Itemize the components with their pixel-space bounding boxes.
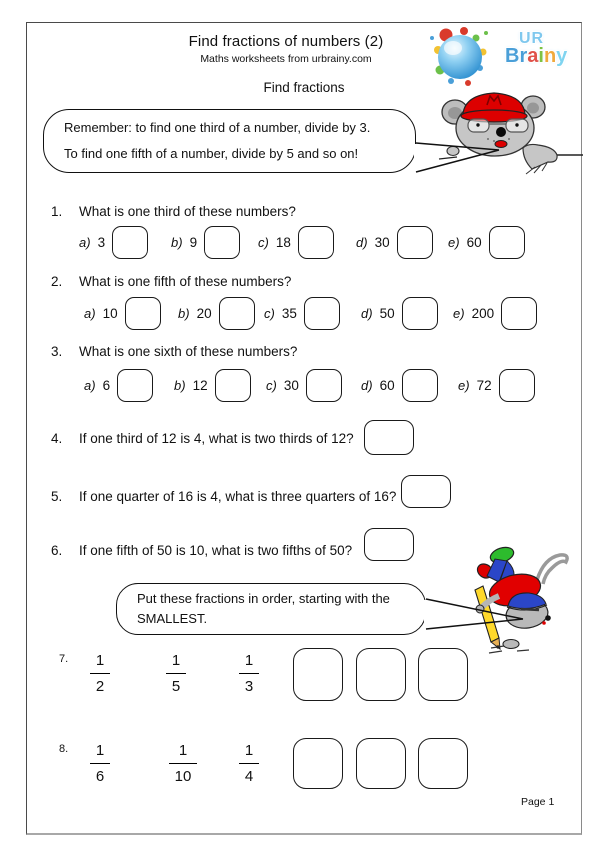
answer-box[interactable] bbox=[364, 420, 414, 455]
question-8-number: 8. bbox=[59, 743, 69, 755]
fraction bbox=[161, 743, 205, 784]
fraction-denominator: 6 bbox=[90, 763, 110, 784]
item-value: 3 bbox=[97, 234, 106, 250]
question-1-item-c bbox=[258, 225, 334, 259]
item-label: c) bbox=[266, 377, 277, 393]
fraction-denominator: 10 bbox=[169, 763, 198, 784]
item-label: b) bbox=[174, 377, 186, 393]
question-3-item-c bbox=[266, 368, 342, 402]
answer-box[interactable] bbox=[117, 369, 153, 402]
answer-box[interactable] bbox=[356, 648, 406, 701]
item-label: c) bbox=[258, 234, 269, 250]
answer-box[interactable] bbox=[293, 648, 343, 701]
fraction-numerator: 1 bbox=[95, 742, 105, 759]
item-value: 72 bbox=[476, 377, 492, 393]
item-value: 10 bbox=[102, 305, 118, 321]
question-text: What is one fifth of these numbers? bbox=[79, 274, 292, 289]
fraction-numerator: 1 bbox=[244, 652, 254, 669]
item-label: b) bbox=[178, 305, 190, 321]
question-text: If one third of 12 is 4, what is two thirds of 12? bbox=[79, 431, 354, 446]
question-2-item-c bbox=[264, 296, 340, 330]
question-number: 4. bbox=[51, 431, 63, 446]
logo-brainy-text: Brainy bbox=[505, 45, 568, 67]
page-number: Page 1 bbox=[521, 796, 555, 808]
item-value: 30 bbox=[374, 234, 390, 250]
question-4 bbox=[51, 431, 354, 446]
speech-bubble-line: SMALLEST. bbox=[137, 611, 208, 626]
item-label: e) bbox=[453, 305, 465, 321]
answer-box[interactable] bbox=[306, 369, 342, 402]
answer-box[interactable] bbox=[397, 226, 433, 259]
question-6 bbox=[51, 543, 352, 558]
question-2 bbox=[51, 274, 291, 289]
item-value: 18 bbox=[275, 234, 291, 250]
answer-box[interactable] bbox=[356, 738, 406, 789]
page-title: Find fractions of numbers (2) bbox=[188, 33, 384, 50]
question-1-item-d bbox=[356, 225, 433, 259]
fraction-denominator: 4 bbox=[239, 763, 259, 784]
peeking-mouse-illustration bbox=[411, 88, 583, 184]
question-5 bbox=[51, 489, 396, 504]
question-text: If one quarter of 16 is 4, what is three quarters of 16? bbox=[79, 489, 397, 504]
item-value: 6 bbox=[102, 377, 111, 393]
header-subtitle: Maths worksheets from urbrainy.com bbox=[200, 53, 372, 65]
question-2-item-d bbox=[361, 296, 438, 330]
question-1-item-b bbox=[171, 225, 240, 259]
answer-box[interactable] bbox=[402, 297, 438, 330]
question-number: 2. bbox=[51, 274, 63, 289]
fraction bbox=[78, 743, 122, 784]
fraction bbox=[227, 743, 271, 784]
worksheet-page bbox=[26, 22, 582, 835]
logo-ur-text: UR bbox=[519, 30, 545, 47]
fraction-numerator: 1 bbox=[178, 742, 188, 759]
question-2-item-a bbox=[84, 296, 161, 330]
question-1-item-e bbox=[448, 225, 525, 259]
speech-bubble-bottom bbox=[116, 583, 426, 635]
question-number: 6. bbox=[51, 543, 63, 558]
answer-box[interactable] bbox=[304, 297, 340, 330]
answer-box[interactable] bbox=[499, 369, 535, 402]
answer-box[interactable] bbox=[402, 369, 438, 402]
question-number: 3. bbox=[51, 344, 63, 359]
question-number: 5. bbox=[51, 489, 63, 504]
speech-bubble-line: Remember: to find one third of a number, divide by 3. bbox=[64, 120, 371, 135]
question-1 bbox=[51, 204, 296, 219]
answer-box[interactable] bbox=[204, 226, 240, 259]
answer-box[interactable] bbox=[125, 297, 161, 330]
item-label: d) bbox=[356, 234, 368, 250]
item-label: e) bbox=[458, 377, 470, 393]
fraction-numerator: 1 bbox=[95, 652, 105, 669]
question-3-item-b bbox=[174, 368, 251, 402]
answer-box[interactable] bbox=[215, 369, 251, 402]
question-text: What is one third of these numbers? bbox=[79, 204, 296, 219]
item-label: c) bbox=[264, 305, 275, 321]
question-7-number: 7. bbox=[59, 653, 69, 665]
item-label: d) bbox=[361, 377, 373, 393]
question-3-item-e bbox=[458, 368, 535, 402]
item-value: 20 bbox=[196, 305, 212, 321]
item-label: a) bbox=[79, 234, 91, 250]
question-3-item-a bbox=[84, 368, 153, 402]
fraction bbox=[78, 653, 122, 694]
question-number: 1. bbox=[51, 204, 63, 219]
question-1-item-a bbox=[79, 225, 148, 259]
answer-box[interactable] bbox=[418, 738, 468, 789]
answer-box[interactable] bbox=[418, 648, 468, 701]
fraction-denominator: 5 bbox=[166, 673, 186, 694]
fraction-numerator: 1 bbox=[171, 652, 181, 669]
answer-box[interactable] bbox=[293, 738, 343, 789]
item-label: a) bbox=[84, 305, 96, 321]
answer-box[interactable] bbox=[219, 297, 255, 330]
answer-box[interactable] bbox=[298, 226, 334, 259]
answer-box[interactable] bbox=[401, 475, 451, 508]
item-value: 12 bbox=[192, 377, 208, 393]
item-value: 30 bbox=[283, 377, 299, 393]
answer-box[interactable] bbox=[489, 226, 525, 259]
answer-box[interactable] bbox=[112, 226, 148, 259]
item-value: 60 bbox=[379, 377, 395, 393]
fraction bbox=[154, 653, 198, 694]
fraction bbox=[227, 653, 271, 694]
speech-bubble-tail bbox=[423, 589, 533, 634]
answer-box[interactable] bbox=[364, 528, 414, 561]
item-value: 200 bbox=[471, 305, 495, 321]
speech-bubble-top bbox=[43, 109, 416, 173]
worksheet-heading: Find fractions bbox=[263, 80, 345, 95]
question-3 bbox=[51, 344, 297, 359]
fraction-denominator: 3 bbox=[239, 673, 259, 694]
item-value: 9 bbox=[189, 234, 198, 250]
item-value: 35 bbox=[281, 305, 297, 321]
item-label: b) bbox=[171, 234, 183, 250]
question-text: What is one sixth of these numbers? bbox=[79, 344, 298, 359]
item-value: 50 bbox=[379, 305, 395, 321]
item-label: a) bbox=[84, 377, 96, 393]
speech-bubble-line: To find one fifth of a number, divide by 5 and so on! bbox=[64, 146, 359, 161]
item-value: 60 bbox=[466, 234, 482, 250]
answer-box[interactable] bbox=[501, 297, 537, 330]
fraction-numerator: 1 bbox=[244, 742, 254, 759]
question-2-item-b bbox=[178, 296, 255, 330]
item-label: e) bbox=[448, 234, 460, 250]
fraction-denominator: 2 bbox=[90, 673, 110, 694]
item-label: d) bbox=[361, 305, 373, 321]
question-2-item-e bbox=[453, 296, 537, 330]
question-text: If one fifth of 50 is 10, what is two fifths of 50? bbox=[79, 543, 353, 558]
question-3-item-d bbox=[361, 368, 438, 402]
speech-bubble-line: Put these fractions in order, starting with the bbox=[137, 591, 390, 606]
